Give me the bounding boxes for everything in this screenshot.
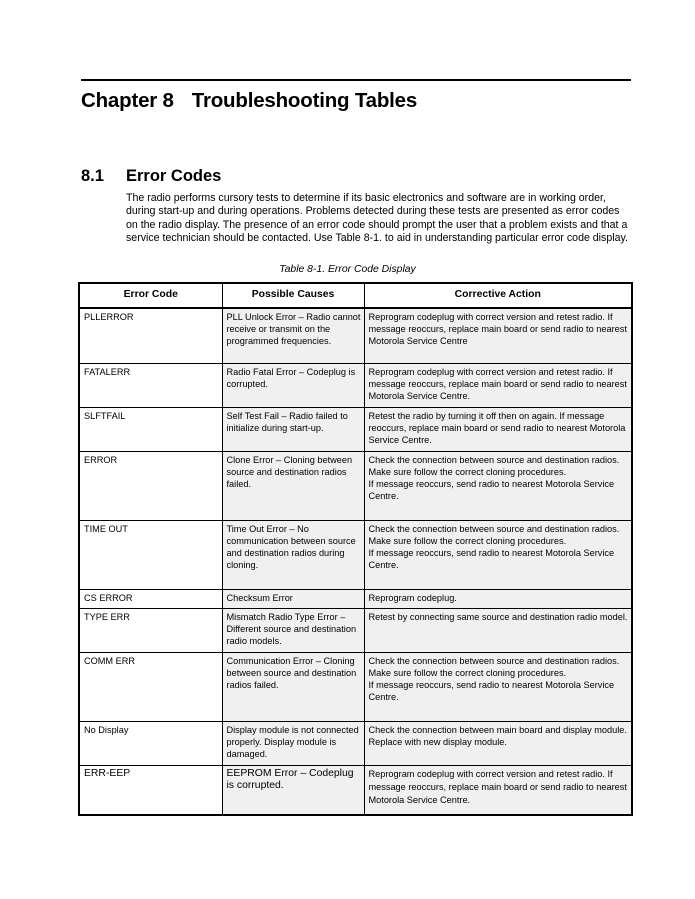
table-row (79, 363, 632, 407)
error-code-cell: TIME OUT (79, 520, 222, 589)
corrective-action-cell: Reprogram codeplug with correct version and retest radio. If message reoccurs, replace main board or send radio to nearest Motorola Service Centre (364, 308, 632, 363)
section-number: 8.1 (81, 167, 104, 185)
corrective-action-cell: Retest the radio by turning it off then on again. If message reoccurs, replace main board or send radio to nearest Motorola Service Centre. (364, 407, 632, 451)
possible-cause-cell: Communication Error – Cloning between source and destination radios failed. (222, 652, 364, 721)
corrective-action-cell: Retest by connecting same source and destination radio model. (364, 608, 632, 652)
error-code-cell: CS ERROR (79, 589, 222, 608)
error-code-cell: SLFTFAIL (79, 407, 222, 451)
possible-cause-cell: Self Test Fail – Radio failed to initialize during start-up. (222, 407, 364, 451)
error-code-cell: FATALERR (79, 363, 222, 407)
chapter-heading (81, 89, 417, 113)
corrective-action-cell: Check the connection between source and destination radios. Make sure follow the correct cloning procedures. If message reoccurs, send radio to nearest Motorola Service Centre. (364, 652, 632, 721)
possible-cause-cell: PLL Unlock Error – Radio cannot receive or transmit on the programmed frequencies. (222, 308, 364, 363)
table-row (79, 721, 632, 765)
table-row (79, 765, 632, 815)
table-row (79, 520, 632, 589)
table-header-row (79, 283, 632, 308)
corrective-action-cell: Check the connection between source and destination radios. Make sure follow the correct cloning procedures. If message reoccurs, send radio to nearest Motorola Service Centre. (364, 451, 632, 520)
chapter-label: Chapter 8 (81, 89, 174, 112)
table-row (79, 451, 632, 520)
chapter-title: Troubleshooting Tables (191, 89, 418, 112)
table-row (79, 308, 632, 363)
error-code-cell: PLLERROR (79, 308, 222, 363)
error-code-cell: TYPE ERR (79, 608, 222, 652)
error-code-cell: COMM ERR (79, 652, 222, 721)
table-row (79, 652, 632, 721)
error-code-cell: No Display (79, 721, 222, 765)
section-heading (81, 167, 222, 186)
header-corrective-action: Corrective Action (364, 283, 632, 308)
table-caption: Table 8-1. Error Code Display (279, 264, 416, 275)
corrective-action-cell: Check the connection between main board and display module. Replace with new display module. (364, 721, 632, 765)
intro-paragraph: The radio performs cursory tests to determine if its basic electronics and software are in working order, during start-up and during operations. Problems detected during these tests are presented as error codes on the radio display. The presence of an error code should prompt the user that a problem exists and that a service technician should be contacted. Use Table 8-1. to aid in understanding particular error code display. (126, 192, 628, 244)
possible-cause-cell: Checksum Error (222, 589, 364, 608)
section-title: Error Codes (126, 167, 222, 185)
possible-cause-cell: Clone Error – Cloning between source and destination radios failed. (222, 451, 364, 520)
table-row (79, 407, 632, 451)
corrective-action-cell: Reprogram codeplug with correct version and retest radio. If message reoccurs, replace main board or send radio to nearest Motorola Service Centre. (364, 363, 632, 407)
error-code-cell: ERR-EEP (79, 765, 222, 815)
table-row (79, 608, 632, 652)
table-row (79, 589, 632, 608)
possible-cause-cell: Time Out Error – No communication between source and destination radios during cloning. (222, 520, 364, 589)
header-possible-causes: Possible Causes (222, 283, 364, 308)
possible-cause-cell: Mismatch Radio Type Error – Different source and destination radio models. (222, 608, 364, 652)
corrective-action-cell: Reprogram codeplug with correct version and retest radio. If message reoccurs, replace main board or send radio to nearest Motorola Service Centre. (364, 765, 632, 815)
error-code-cell: ERROR (79, 451, 222, 520)
possible-cause-cell: Radio Fatal Error – Codeplug is corrupted. (222, 363, 364, 407)
corrective-action-cell: Check the connection between source and destination radios. Make sure follow the correct cloning procedures. If message reoccurs, send radio to nearest Motorola Service Centre. (364, 520, 632, 589)
possible-cause-cell: EEPROM Error – Codeplug is corrupted. (222, 765, 364, 815)
corrective-action-cell: Reprogram codeplug. (364, 589, 632, 608)
error-code-table (78, 282, 633, 816)
header-rule (81, 79, 631, 81)
header-error-code: Error Code (79, 283, 222, 308)
possible-cause-cell: Display module is not connected properly. Display module is damaged. (222, 721, 364, 765)
